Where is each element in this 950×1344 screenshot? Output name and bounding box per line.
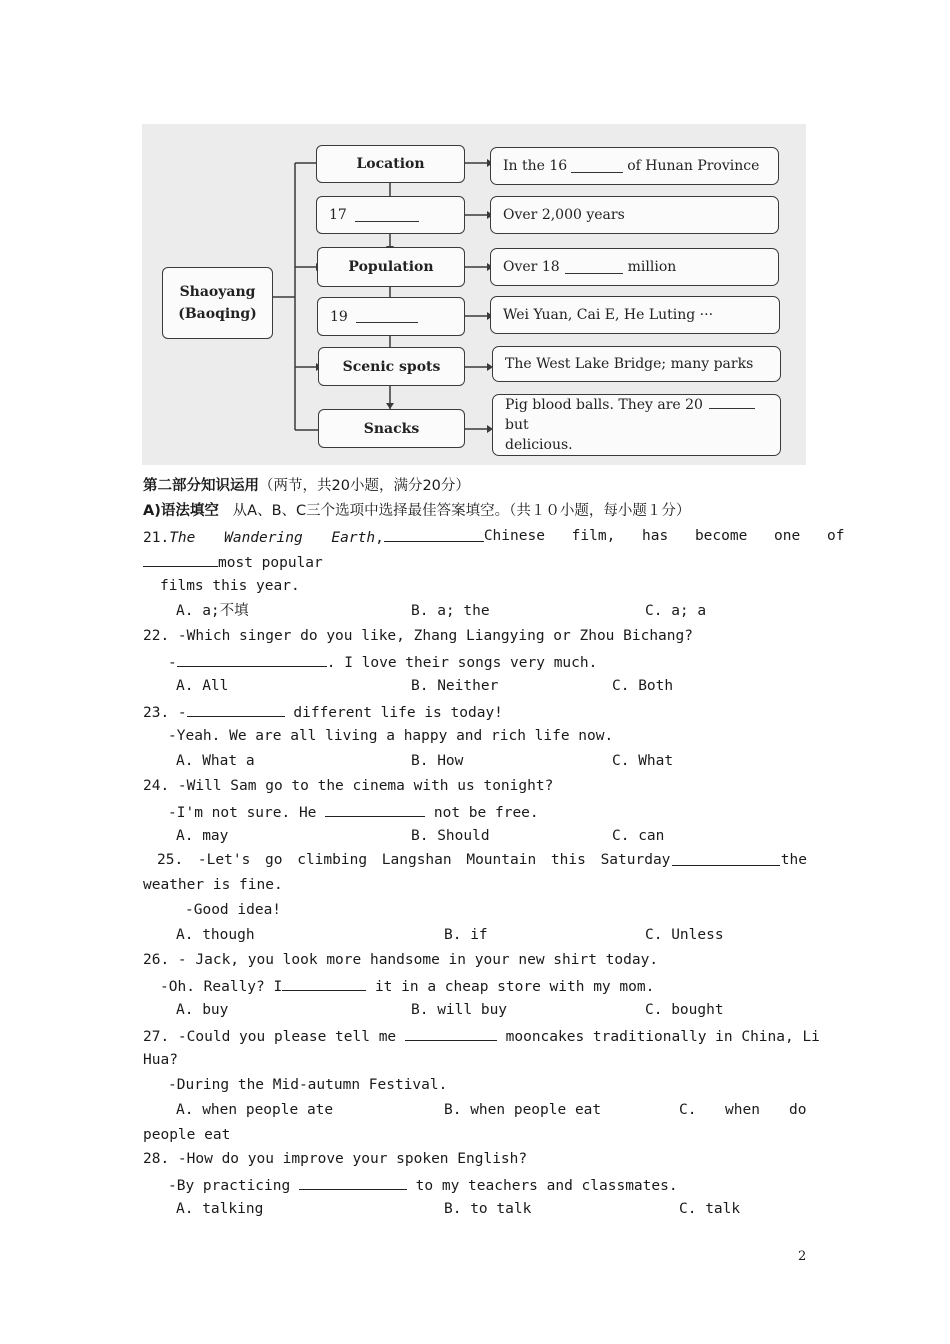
node-19 — [317, 297, 465, 336]
q28-response-end: to my teachers and classmates. — [406, 1178, 678, 1194]
q25-line1 — [157, 851, 807, 869]
detail-people — [490, 296, 780, 334]
q26-option-b[interactable]: B. will buy — [411, 1002, 508, 1018]
q27-stem: 27. -Could you please tell me — [143, 1029, 405, 1045]
node-population-label: Population — [348, 259, 434, 275]
detail-snacks-line1 — [505, 395, 780, 435]
node-17-label: 17 — [329, 207, 347, 223]
q24-response-end: not be free. — [425, 805, 539, 821]
detail-population — [490, 248, 779, 286]
blank-19 — [356, 310, 418, 323]
q24-stem: 24. -Will Sam go to the cinema with us tonight? — [143, 778, 554, 794]
q24-line2 — [168, 802, 539, 822]
part-a-note: 从A、B、C三个选项中选择最佳答案填空。（共１０小题，每小题１分） — [218, 503, 691, 519]
q23-number: 23. - — [143, 705, 187, 721]
q22-dash: - — [168, 655, 177, 671]
q24-option-a[interactable]: A. may — [176, 828, 229, 844]
node-population — [317, 247, 465, 287]
node-scenic-label: Scenic spots — [342, 358, 441, 375]
q23-stem: different life is today! — [284, 705, 503, 721]
node-location — [316, 145, 465, 183]
q26-blank — [282, 976, 366, 991]
q22-option-b[interactable]: B. Neither — [411, 678, 499, 694]
blank-18 — [565, 261, 623, 274]
detail-location — [490, 147, 779, 185]
q25-stem: 25. -Let's go climbing Langshan Mountain this Saturday — [157, 852, 671, 868]
q21-stem-end: Chinese film, has become one of — [483, 528, 845, 544]
q22-line2 — [168, 652, 597, 672]
q22-option-a[interactable]: A. All — [176, 678, 229, 694]
q27-line1 — [143, 1026, 820, 1046]
q26-line2 — [160, 976, 654, 996]
detail-scenic — [492, 346, 781, 382]
part-a-title: A)语法填空 — [143, 503, 219, 519]
q21-number: 21. — [143, 530, 170, 546]
q28-option-b[interactable]: B. to talk — [444, 1201, 532, 1217]
q27-response: -During the Mid-autumn Festival. — [168, 1077, 448, 1093]
q25-blank — [672, 851, 780, 866]
q22-stem: 22. -Which singer do you like, Zhang Liangying or Zhou Bichang? — [143, 628, 693, 644]
detail-history-text: Over 2,000 years — [503, 207, 625, 223]
q25-stem-end: the — [780, 852, 807, 868]
detail-scenic-text: The West Lake Bridge; many parks — [505, 356, 754, 372]
node-snacks-label: Snacks — [363, 420, 420, 437]
detail-history — [490, 196, 779, 234]
q26-option-a[interactable]: A. buy — [176, 1002, 229, 1018]
q27-blank — [405, 1026, 497, 1041]
mind-map-diagram — [142, 124, 806, 465]
detail-snacks-line2: delicious. — [505, 437, 573, 453]
q26-response-end: it in a cheap store with my mom. — [366, 979, 655, 995]
node-snacks — [318, 409, 465, 448]
q27-option-c[interactable]: C. — [679, 1102, 697, 1118]
q21-blank-1 — [384, 527, 484, 542]
node-17 — [316, 196, 465, 234]
q22-response: . I love their songs very much. — [326, 655, 598, 671]
q23-line1 — [143, 702, 503, 722]
section-heading — [143, 477, 470, 495]
q28-blank — [299, 1175, 407, 1190]
q28-option-c[interactable]: C. talk — [679, 1201, 741, 1217]
q21-line1 — [143, 527, 845, 547]
q27-option-c-word2: do — [789, 1102, 807, 1118]
q25-option-a[interactable]: A. though — [176, 927, 255, 943]
detail-snacks-text-after: but — [505, 417, 529, 433]
q23-option-c[interactable]: C. What — [612, 753, 674, 769]
q21-option-a[interactable]: A. a;不填 — [176, 603, 249, 619]
q28-option-a[interactable]: A. talking — [176, 1201, 264, 1217]
q21-stem-start — [143, 527, 484, 547]
q22-option-c[interactable]: C. Both — [612, 678, 674, 694]
q26-option-c[interactable]: C. bought — [645, 1002, 724, 1018]
q28-stem: 28. -How do you improve your spoken English? — [143, 1151, 528, 1167]
q21-stem-3: films this year. — [160, 578, 300, 594]
q27-stem-end: mooncakes traditionally in China, Li — [496, 1029, 820, 1045]
q23-blank — [187, 702, 285, 717]
blank-16 — [571, 160, 623, 173]
q21-comma: , — [375, 530, 384, 546]
q27-stem-2: Hua? — [143, 1052, 178, 1068]
detail-snacks — [492, 394, 781, 456]
q25-response: -Good idea! — [185, 902, 282, 918]
q23-response: -Yeah. We are all living a happy and rich life now. — [168, 728, 614, 744]
root-label-line1: Shaoyang — [179, 284, 256, 300]
detail-population-text-after: million — [627, 259, 677, 275]
q25-option-b[interactable]: B. if — [444, 927, 488, 943]
q21-option-c[interactable]: C. a; a — [645, 603, 707, 619]
q24-response-start: -I'm not sure. He — [168, 805, 326, 821]
q24-blank — [325, 802, 425, 817]
root-node-shaoyang — [162, 267, 273, 339]
q23-option-a[interactable]: A. What a — [176, 753, 255, 769]
detail-snacks-text: Pig blood balls. They are 20 — [505, 397, 703, 413]
detail-location-text: In the 16 — [503, 158, 568, 174]
detail-people-text: Wei Yuan, Cai E, He Luting ··· — [503, 307, 714, 323]
node-location-label: Location — [356, 156, 425, 172]
q28-line2 — [168, 1175, 678, 1195]
q26-stem: 26. - Jack, you look more handsome in your new shirt today. — [143, 952, 659, 968]
q25-stem-2: weather is fine. — [143, 877, 283, 893]
q24-option-b[interactable]: B. Should — [411, 828, 490, 844]
page-number: 2 — [798, 1249, 807, 1264]
q21-line2 — [143, 552, 323, 572]
q27-option-c-word1: when — [725, 1102, 760, 1118]
node-19-label: 19 — [330, 308, 348, 325]
q21-film-title: The Wandering Earth — [169, 530, 376, 546]
q27-option-b[interactable]: B. when people eat — [444, 1102, 602, 1118]
q21-stem-2: most popular — [218, 555, 323, 571]
q23-option-b[interactable]: B. How — [411, 753, 464, 769]
q27-option-a[interactable]: A. when people ate — [176, 1102, 334, 1118]
detail-population-text: Over 18 — [503, 259, 560, 275]
node-scenic-spots — [318, 347, 465, 386]
root-label-line2: (Baoqing) — [178, 306, 257, 322]
blank-17 — [355, 209, 419, 222]
blank-20 — [709, 396, 755, 409]
part-a-heading — [143, 502, 690, 520]
detail-location-text-after: of Hunan Province — [627, 158, 760, 174]
q28-response-start: -By practicing — [168, 1178, 299, 1194]
q21-blank-2 — [143, 552, 218, 567]
q27-option-c-cont: people eat — [143, 1127, 231, 1143]
q21-option-b[interactable]: B. a; the — [411, 603, 490, 619]
section-title-note: （两节，共20小题，满分20分） — [259, 478, 470, 494]
section-title: 第二部分知识运用 — [143, 478, 259, 494]
q26-response-start: -Oh. Really? I — [160, 979, 283, 995]
q22-blank — [177, 652, 327, 667]
q24-option-c[interactable]: C. can — [612, 828, 665, 844]
q25-option-c[interactable]: C. Unless — [645, 927, 724, 943]
